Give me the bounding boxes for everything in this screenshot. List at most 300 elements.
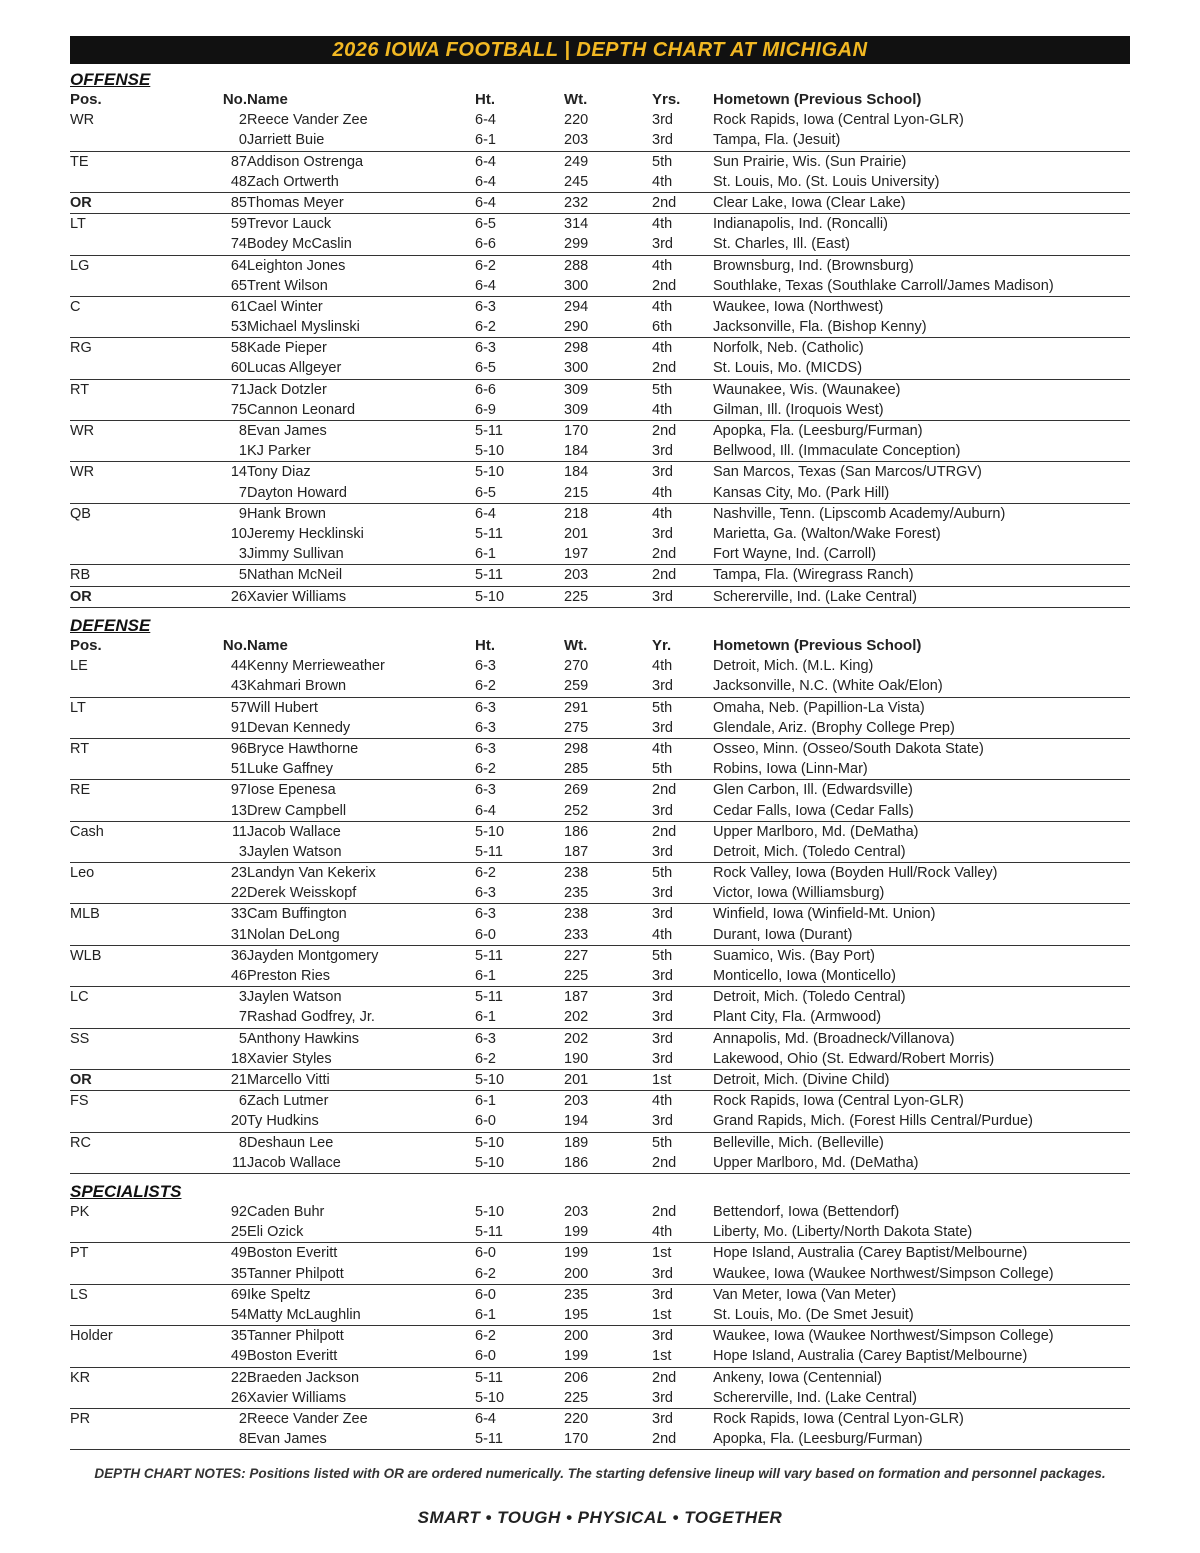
weight: 201 bbox=[564, 1071, 589, 1088]
player-name: Boston Everitt bbox=[247, 1348, 338, 1365]
height: 6-2 bbox=[475, 761, 496, 778]
weight: 309 bbox=[564, 401, 589, 418]
year: 4th bbox=[652, 505, 673, 522]
number: 58 bbox=[230, 340, 247, 357]
column-header-position: Pos. bbox=[70, 91, 102, 108]
hometown: Plant City, Fla. (Armwood) bbox=[713, 1009, 882, 1026]
player-name: Will Hubert bbox=[247, 699, 318, 716]
position: Leo bbox=[70, 865, 95, 882]
position: RC bbox=[70, 1134, 91, 1151]
hometown: Southlake, Texas (Southlake Carroll/James Madison) bbox=[713, 277, 1054, 294]
number: 87 bbox=[230, 153, 247, 170]
year: 5th bbox=[652, 699, 673, 716]
hometown: St. Charles, Ill. (East) bbox=[713, 236, 850, 253]
height: 5-10 bbox=[475, 1154, 505, 1171]
table-row bbox=[70, 524, 1130, 544]
table-row bbox=[70, 656, 1130, 676]
height: 5-10 bbox=[475, 1204, 505, 1220]
player-name: Rashad Godfrey, Jr. bbox=[247, 1009, 375, 1026]
hometown: Jacksonville, N.C. (White Oak/Elon) bbox=[713, 678, 943, 695]
number: 3 bbox=[238, 546, 247, 563]
height: 6-0 bbox=[475, 1286, 496, 1303]
hometown: Apopka, Fla. (Leesburg/Furman) bbox=[713, 423, 923, 439]
column-header-weight: Wt. bbox=[564, 91, 588, 108]
year: 3rd bbox=[652, 1265, 673, 1282]
year: 1st bbox=[652, 1348, 672, 1365]
table-header bbox=[70, 636, 1130, 656]
height: 6-3 bbox=[475, 740, 496, 757]
year: 2nd bbox=[652, 567, 677, 584]
column-header-position: Pos. bbox=[70, 637, 102, 654]
hometown: Waunakee, Wis. (Waunakee) bbox=[713, 381, 901, 398]
height: 6-2 bbox=[475, 257, 496, 274]
table-row bbox=[70, 1264, 1130, 1285]
player-name: Caden Buhr bbox=[247, 1204, 325, 1220]
year: 2nd bbox=[652, 782, 677, 799]
weight: 199 bbox=[564, 1224, 589, 1241]
hometown: Lakewood, Ohio (St. Edward/Robert Morris) bbox=[713, 1050, 995, 1067]
player-name: Devan Kennedy bbox=[247, 719, 351, 736]
number: 23 bbox=[230, 865, 247, 882]
weight: 252 bbox=[564, 802, 589, 819]
weight: 200 bbox=[564, 1265, 589, 1282]
table-row bbox=[70, 946, 1130, 966]
column-header-year: Yr. bbox=[652, 637, 672, 654]
weight: 186 bbox=[564, 1154, 589, 1171]
player-name: Ike Speltz bbox=[247, 1286, 311, 1303]
table-row bbox=[70, 338, 1130, 358]
position: TE bbox=[70, 153, 89, 170]
year: 3rd bbox=[652, 678, 673, 695]
year: 4th bbox=[652, 1093, 673, 1110]
player-name: Eli Ozick bbox=[247, 1224, 304, 1241]
year: 3rd bbox=[652, 1009, 673, 1026]
year: 2nd bbox=[652, 1154, 677, 1171]
player-name: Marcello Vitti bbox=[247, 1071, 330, 1088]
weight: 270 bbox=[564, 658, 589, 675]
number: 7 bbox=[238, 1009, 247, 1026]
hometown: Osseo, Minn. (Osseo/South Dakota State) bbox=[713, 740, 984, 757]
weight: 300 bbox=[564, 277, 589, 294]
year: 1st bbox=[652, 1245, 672, 1262]
hometown: Tampa, Fla. (Wiregrass Ranch) bbox=[713, 567, 914, 584]
hometown: Durant, Iowa (Durant) bbox=[713, 926, 853, 943]
year: 3rd bbox=[652, 132, 673, 149]
section-title: DEFENSE bbox=[70, 616, 151, 635]
number: 54 bbox=[230, 1306, 247, 1323]
number: 61 bbox=[230, 298, 247, 315]
year: 3rd bbox=[652, 1050, 673, 1067]
table-row bbox=[70, 1326, 1130, 1346]
height: 5-10 bbox=[475, 588, 505, 605]
table-row bbox=[70, 822, 1130, 842]
number: 5 bbox=[238, 567, 247, 584]
weight: 314 bbox=[564, 216, 589, 233]
position: RT bbox=[70, 381, 90, 398]
hometown: Winfield, Iowa (Winfield-Mt. Union) bbox=[713, 906, 936, 923]
position: PR bbox=[70, 1410, 91, 1427]
number: 36 bbox=[230, 947, 247, 964]
height: 6-2 bbox=[475, 1265, 496, 1282]
table-row bbox=[70, 739, 1130, 759]
year: 3rd bbox=[652, 968, 673, 984]
hometown: Waukee, Iowa (Northwest) bbox=[713, 298, 884, 315]
player-name: Cannon Leonard bbox=[247, 401, 356, 418]
hometown: Detroit, Mich. (Toledo Central) bbox=[713, 843, 906, 860]
table-row bbox=[70, 483, 1130, 504]
year: 3rd bbox=[652, 1410, 673, 1427]
weight: 195 bbox=[564, 1306, 589, 1323]
height: 5-10 bbox=[475, 443, 505, 460]
year: 3rd bbox=[652, 1328, 673, 1345]
hometown: Liberty, Mo. (Liberty/North Dakota State) bbox=[713, 1224, 973, 1241]
table-row bbox=[70, 462, 1130, 482]
hometown: Bettendorf, Iowa (Bettendorf) bbox=[713, 1204, 900, 1220]
weight: 235 bbox=[564, 885, 589, 902]
hometown: Apopka, Fla. (Leesburg/Furman) bbox=[713, 1431, 923, 1448]
hometown: Victor, Iowa (Williamsburg) bbox=[713, 885, 885, 902]
table-row bbox=[70, 842, 1130, 863]
hometown: Glen Carbon, Ill. (Edwardsville) bbox=[713, 782, 913, 799]
player-name: Nathan McNeil bbox=[247, 567, 343, 584]
height: 6-4 bbox=[475, 173, 496, 190]
player-name: Jacob Wallace bbox=[247, 823, 341, 840]
height: 6-3 bbox=[475, 658, 496, 675]
player-name: Thomas Meyer bbox=[247, 194, 344, 211]
position: C bbox=[70, 298, 81, 315]
number: 2 bbox=[238, 112, 247, 129]
year: 1st bbox=[652, 1306, 672, 1323]
weight: 203 bbox=[564, 132, 589, 149]
hometown: Marietta, Ga. (Walton/Wake Forest) bbox=[713, 525, 941, 542]
number: 49 bbox=[230, 1245, 247, 1262]
defense-section bbox=[70, 616, 1130, 1174]
number: 20 bbox=[230, 1113, 247, 1130]
year: 5th bbox=[652, 1134, 673, 1151]
weight: 238 bbox=[564, 865, 589, 882]
number: 3 bbox=[238, 989, 247, 1006]
player-name: Drew Campbell bbox=[247, 802, 347, 819]
table-row bbox=[70, 172, 1130, 193]
weight: 269 bbox=[564, 782, 589, 799]
weight: 184 bbox=[564, 464, 589, 481]
number: 6 bbox=[238, 1093, 247, 1110]
number: 22 bbox=[230, 885, 247, 902]
height: 6-1 bbox=[475, 1093, 496, 1110]
height: 6-6 bbox=[475, 381, 496, 398]
player-name: Tanner Philpott bbox=[247, 1265, 344, 1282]
table-row bbox=[70, 1285, 1130, 1305]
number: 26 bbox=[230, 1389, 247, 1406]
table-row bbox=[70, 193, 1130, 214]
year: 3rd bbox=[652, 885, 673, 902]
hometown: Rock Rapids, Iowa (Central Lyon-GLR) bbox=[713, 1410, 964, 1427]
hometown: Grand Rapids, Mich. (Forest Hills Central/Purdue) bbox=[713, 1113, 1033, 1130]
table-row bbox=[70, 214, 1130, 234]
number: 18 bbox=[230, 1050, 247, 1067]
number: 85 bbox=[230, 194, 247, 211]
column-header-number: No. bbox=[222, 637, 247, 654]
number: 46 bbox=[230, 968, 247, 984]
weight: 202 bbox=[564, 1009, 589, 1026]
player-name: Jarriett Buie bbox=[247, 132, 325, 149]
table-row bbox=[70, 234, 1130, 255]
weight: 197 bbox=[564, 546, 589, 563]
height: 5-11 bbox=[475, 1224, 503, 1241]
height: 5-10 bbox=[475, 464, 505, 481]
column-header-number: No. bbox=[222, 91, 247, 108]
table-row bbox=[70, 925, 1130, 946]
weight: 233 bbox=[564, 926, 589, 943]
table-row bbox=[70, 421, 1130, 441]
height: 6-1 bbox=[475, 1306, 496, 1323]
table-row bbox=[70, 1243, 1130, 1263]
column-header-hometown: Hometown (Previous School) bbox=[713, 637, 922, 654]
year: 3rd bbox=[652, 1389, 673, 1406]
table-row bbox=[70, 1305, 1130, 1326]
column-header-player-name: Name bbox=[247, 637, 288, 654]
weight: 206 bbox=[564, 1369, 589, 1386]
year: 2nd bbox=[652, 360, 677, 377]
hometown: Upper Marlboro, Md. (DeMatha) bbox=[713, 1154, 919, 1171]
hometown: Ankeny, Iowa (Centennial) bbox=[713, 1369, 882, 1386]
player-name: Hank Brown bbox=[247, 505, 326, 522]
year: 2nd bbox=[652, 277, 677, 294]
height: 6-4 bbox=[475, 153, 496, 170]
player-name: Addison Ostrenga bbox=[247, 153, 364, 170]
position: LG bbox=[70, 257, 90, 274]
year: 4th bbox=[652, 257, 673, 274]
year: 5th bbox=[652, 761, 673, 778]
height: 5-10 bbox=[475, 1134, 505, 1151]
number: 92 bbox=[230, 1204, 247, 1220]
player-name: Kahmari Brown bbox=[247, 678, 347, 695]
hometown: Cedar Falls, Iowa (Cedar Falls) bbox=[713, 802, 914, 819]
table-row bbox=[70, 441, 1130, 462]
position: RE bbox=[70, 782, 91, 799]
weight: 199 bbox=[564, 1348, 589, 1365]
year: 5th bbox=[652, 865, 673, 882]
hometown: Robins, Iowa (Linn-Mar) bbox=[713, 761, 868, 778]
hometown: Annapolis, Md. (Broadneck/Villanova) bbox=[713, 1030, 955, 1047]
weight: 309 bbox=[564, 381, 589, 398]
year: 4th bbox=[652, 740, 673, 757]
player-name: Trent Wilson bbox=[247, 277, 328, 294]
player-name: Jacob Wallace bbox=[247, 1154, 341, 1171]
year: 3rd bbox=[652, 1286, 673, 1303]
weight: 201 bbox=[564, 525, 589, 542]
height: 6-1 bbox=[475, 1009, 496, 1026]
table-row bbox=[70, 883, 1130, 904]
weight: 249 bbox=[564, 153, 589, 170]
number: 49 bbox=[230, 1348, 247, 1365]
player-name: Bodey McCaslin bbox=[247, 236, 352, 253]
height: 5-11 bbox=[475, 843, 503, 860]
number: 2 bbox=[238, 1410, 247, 1427]
position: RG bbox=[70, 340, 92, 357]
player-name: Reece Vander Zee bbox=[247, 1410, 368, 1427]
year: 3rd bbox=[652, 843, 673, 860]
hometown: Van Meter, Iowa (Van Meter) bbox=[713, 1286, 897, 1303]
section-title: OFFENSE bbox=[70, 70, 151, 89]
table-row bbox=[70, 1007, 1130, 1028]
year: 3rd bbox=[652, 112, 673, 129]
weight: 200 bbox=[564, 1328, 589, 1345]
column-header-year: Yrs. bbox=[652, 91, 681, 108]
height: 6-3 bbox=[475, 340, 496, 357]
position: OR bbox=[70, 588, 92, 605]
year: 2nd bbox=[652, 423, 677, 439]
year: 2nd bbox=[652, 1431, 677, 1448]
table-row bbox=[70, 130, 1130, 151]
position: RB bbox=[70, 567, 91, 584]
weight: 288 bbox=[564, 257, 589, 274]
hometown: Tampa, Fla. (Jesuit) bbox=[713, 132, 841, 149]
hometown: Hope Island, Australia (Carey Baptist/Melbourne) bbox=[713, 1348, 1028, 1365]
player-name: Dayton Howard bbox=[247, 484, 347, 501]
height: 5-11 bbox=[475, 525, 503, 542]
weight: 238 bbox=[564, 906, 589, 923]
weight: 220 bbox=[564, 1410, 589, 1427]
number: 5 bbox=[238, 1030, 247, 1047]
table-row bbox=[70, 863, 1130, 883]
table-row bbox=[70, 504, 1130, 524]
hometown: Detroit, Mich. (Divine Child) bbox=[713, 1071, 890, 1088]
height: 6-1 bbox=[475, 546, 496, 563]
table-row bbox=[70, 698, 1130, 718]
player-name: Reece Vander Zee bbox=[247, 112, 368, 129]
year: 3rd bbox=[652, 802, 673, 819]
weight: 203 bbox=[564, 1093, 589, 1110]
height: 6-4 bbox=[475, 112, 496, 129]
weight: 184 bbox=[564, 443, 589, 460]
table-row bbox=[70, 317, 1130, 338]
player-name: Cam Buffington bbox=[247, 906, 347, 923]
number: 10 bbox=[230, 525, 247, 542]
position: OR bbox=[70, 194, 92, 211]
player-name: Luke Gaffney bbox=[247, 761, 333, 778]
player-name: Xavier Styles bbox=[247, 1050, 332, 1067]
table-row bbox=[70, 1111, 1130, 1132]
year: 3rd bbox=[652, 236, 673, 253]
height: 5-11 bbox=[475, 1369, 503, 1386]
hometown: Kansas City, Mo. (Park Hill) bbox=[713, 484, 890, 501]
height: 5-11 bbox=[475, 423, 503, 439]
weight: 294 bbox=[564, 298, 589, 315]
table-row bbox=[70, 1368, 1130, 1388]
section-title: SPECIALISTS bbox=[70, 1182, 182, 1201]
player-name: Xavier Williams bbox=[247, 588, 347, 605]
height: 6-6 bbox=[475, 236, 496, 253]
weight: 202 bbox=[564, 1030, 589, 1047]
height: 5-10 bbox=[475, 1389, 505, 1406]
number: 60 bbox=[230, 360, 247, 377]
year: 4th bbox=[652, 658, 673, 675]
year: 6th bbox=[652, 319, 673, 336]
table-row bbox=[70, 1133, 1130, 1153]
year: 4th bbox=[652, 401, 673, 418]
player-name: Tony Diaz bbox=[247, 464, 311, 481]
player-name: Nolan DeLong bbox=[247, 926, 340, 943]
number: 53 bbox=[230, 319, 247, 336]
weight: 220 bbox=[564, 112, 589, 129]
weight: 245 bbox=[564, 173, 589, 190]
table-row bbox=[70, 1153, 1130, 1174]
height: 6-4 bbox=[475, 1410, 496, 1427]
hometown: Schererville, Ind. (Lake Central) bbox=[713, 588, 917, 605]
number: 25 bbox=[230, 1224, 247, 1241]
year: 4th bbox=[652, 298, 673, 315]
position: LT bbox=[70, 216, 86, 233]
position: LT bbox=[70, 699, 86, 716]
player-name: Jayden Montgomery bbox=[247, 947, 379, 964]
number: 3 bbox=[238, 843, 247, 860]
player-name: Preston Ries bbox=[247, 968, 331, 984]
height: 6-5 bbox=[475, 360, 496, 377]
weight: 299 bbox=[564, 236, 589, 253]
position: MLB bbox=[70, 906, 100, 923]
number: 48 bbox=[230, 173, 247, 190]
column-header-height: Ht. bbox=[475, 637, 495, 654]
hometown: Fort Wayne, Ind. (Carroll) bbox=[713, 546, 877, 563]
player-name: Braeden Jackson bbox=[247, 1369, 360, 1386]
weight: 291 bbox=[564, 699, 589, 716]
number: 51 bbox=[230, 761, 247, 778]
table-row bbox=[70, 1202, 1130, 1222]
position: OR bbox=[70, 1071, 92, 1088]
table-row bbox=[70, 718, 1130, 739]
player-name: Xavier Williams bbox=[247, 1389, 347, 1406]
player-name: Jaylen Watson bbox=[247, 989, 342, 1006]
weight: 194 bbox=[564, 1113, 589, 1130]
hometown: Rock Rapids, Iowa (Central Lyon-GLR) bbox=[713, 1093, 964, 1110]
hometown: Schererville, Ind. (Lake Central) bbox=[713, 1389, 917, 1406]
position: LE bbox=[70, 658, 88, 675]
height: 6-4 bbox=[475, 505, 496, 522]
weight: 232 bbox=[564, 194, 589, 211]
weight: 203 bbox=[564, 567, 589, 584]
height: 6-1 bbox=[475, 968, 496, 984]
year: 3rd bbox=[652, 719, 673, 736]
position: FS bbox=[70, 1093, 89, 1110]
weight: 170 bbox=[564, 1431, 589, 1448]
weight: 187 bbox=[564, 989, 589, 1006]
weight: 290 bbox=[564, 319, 589, 336]
position: WR bbox=[70, 112, 95, 129]
hometown: Monticello, Iowa (Monticello) bbox=[713, 968, 896, 984]
page-title: 2026 IOWA FOOTBALL | DEPTH CHART AT MICHIGAN bbox=[70, 36, 1130, 64]
weight: 225 bbox=[564, 1389, 589, 1406]
player-name: Evan James bbox=[247, 1431, 327, 1448]
height: 6-3 bbox=[475, 885, 496, 902]
year: 3rd bbox=[652, 1113, 673, 1130]
player-name: Matty McLaughlin bbox=[247, 1306, 361, 1323]
height: 6-0 bbox=[475, 1245, 496, 1262]
number: 57 bbox=[230, 699, 247, 716]
year: 3rd bbox=[652, 989, 673, 1006]
weight: 285 bbox=[564, 761, 589, 778]
player-name: Deshaun Lee bbox=[247, 1134, 334, 1151]
column-header-height: Ht. bbox=[475, 91, 495, 108]
height: 6-5 bbox=[475, 484, 496, 501]
position: PK bbox=[70, 1204, 90, 1220]
year: 5th bbox=[652, 381, 673, 398]
column-header-player-name: Name bbox=[247, 91, 288, 108]
weight: 225 bbox=[564, 588, 589, 605]
number: 21 bbox=[230, 1071, 247, 1088]
year: 4th bbox=[652, 484, 673, 501]
position: Cash bbox=[70, 823, 104, 840]
